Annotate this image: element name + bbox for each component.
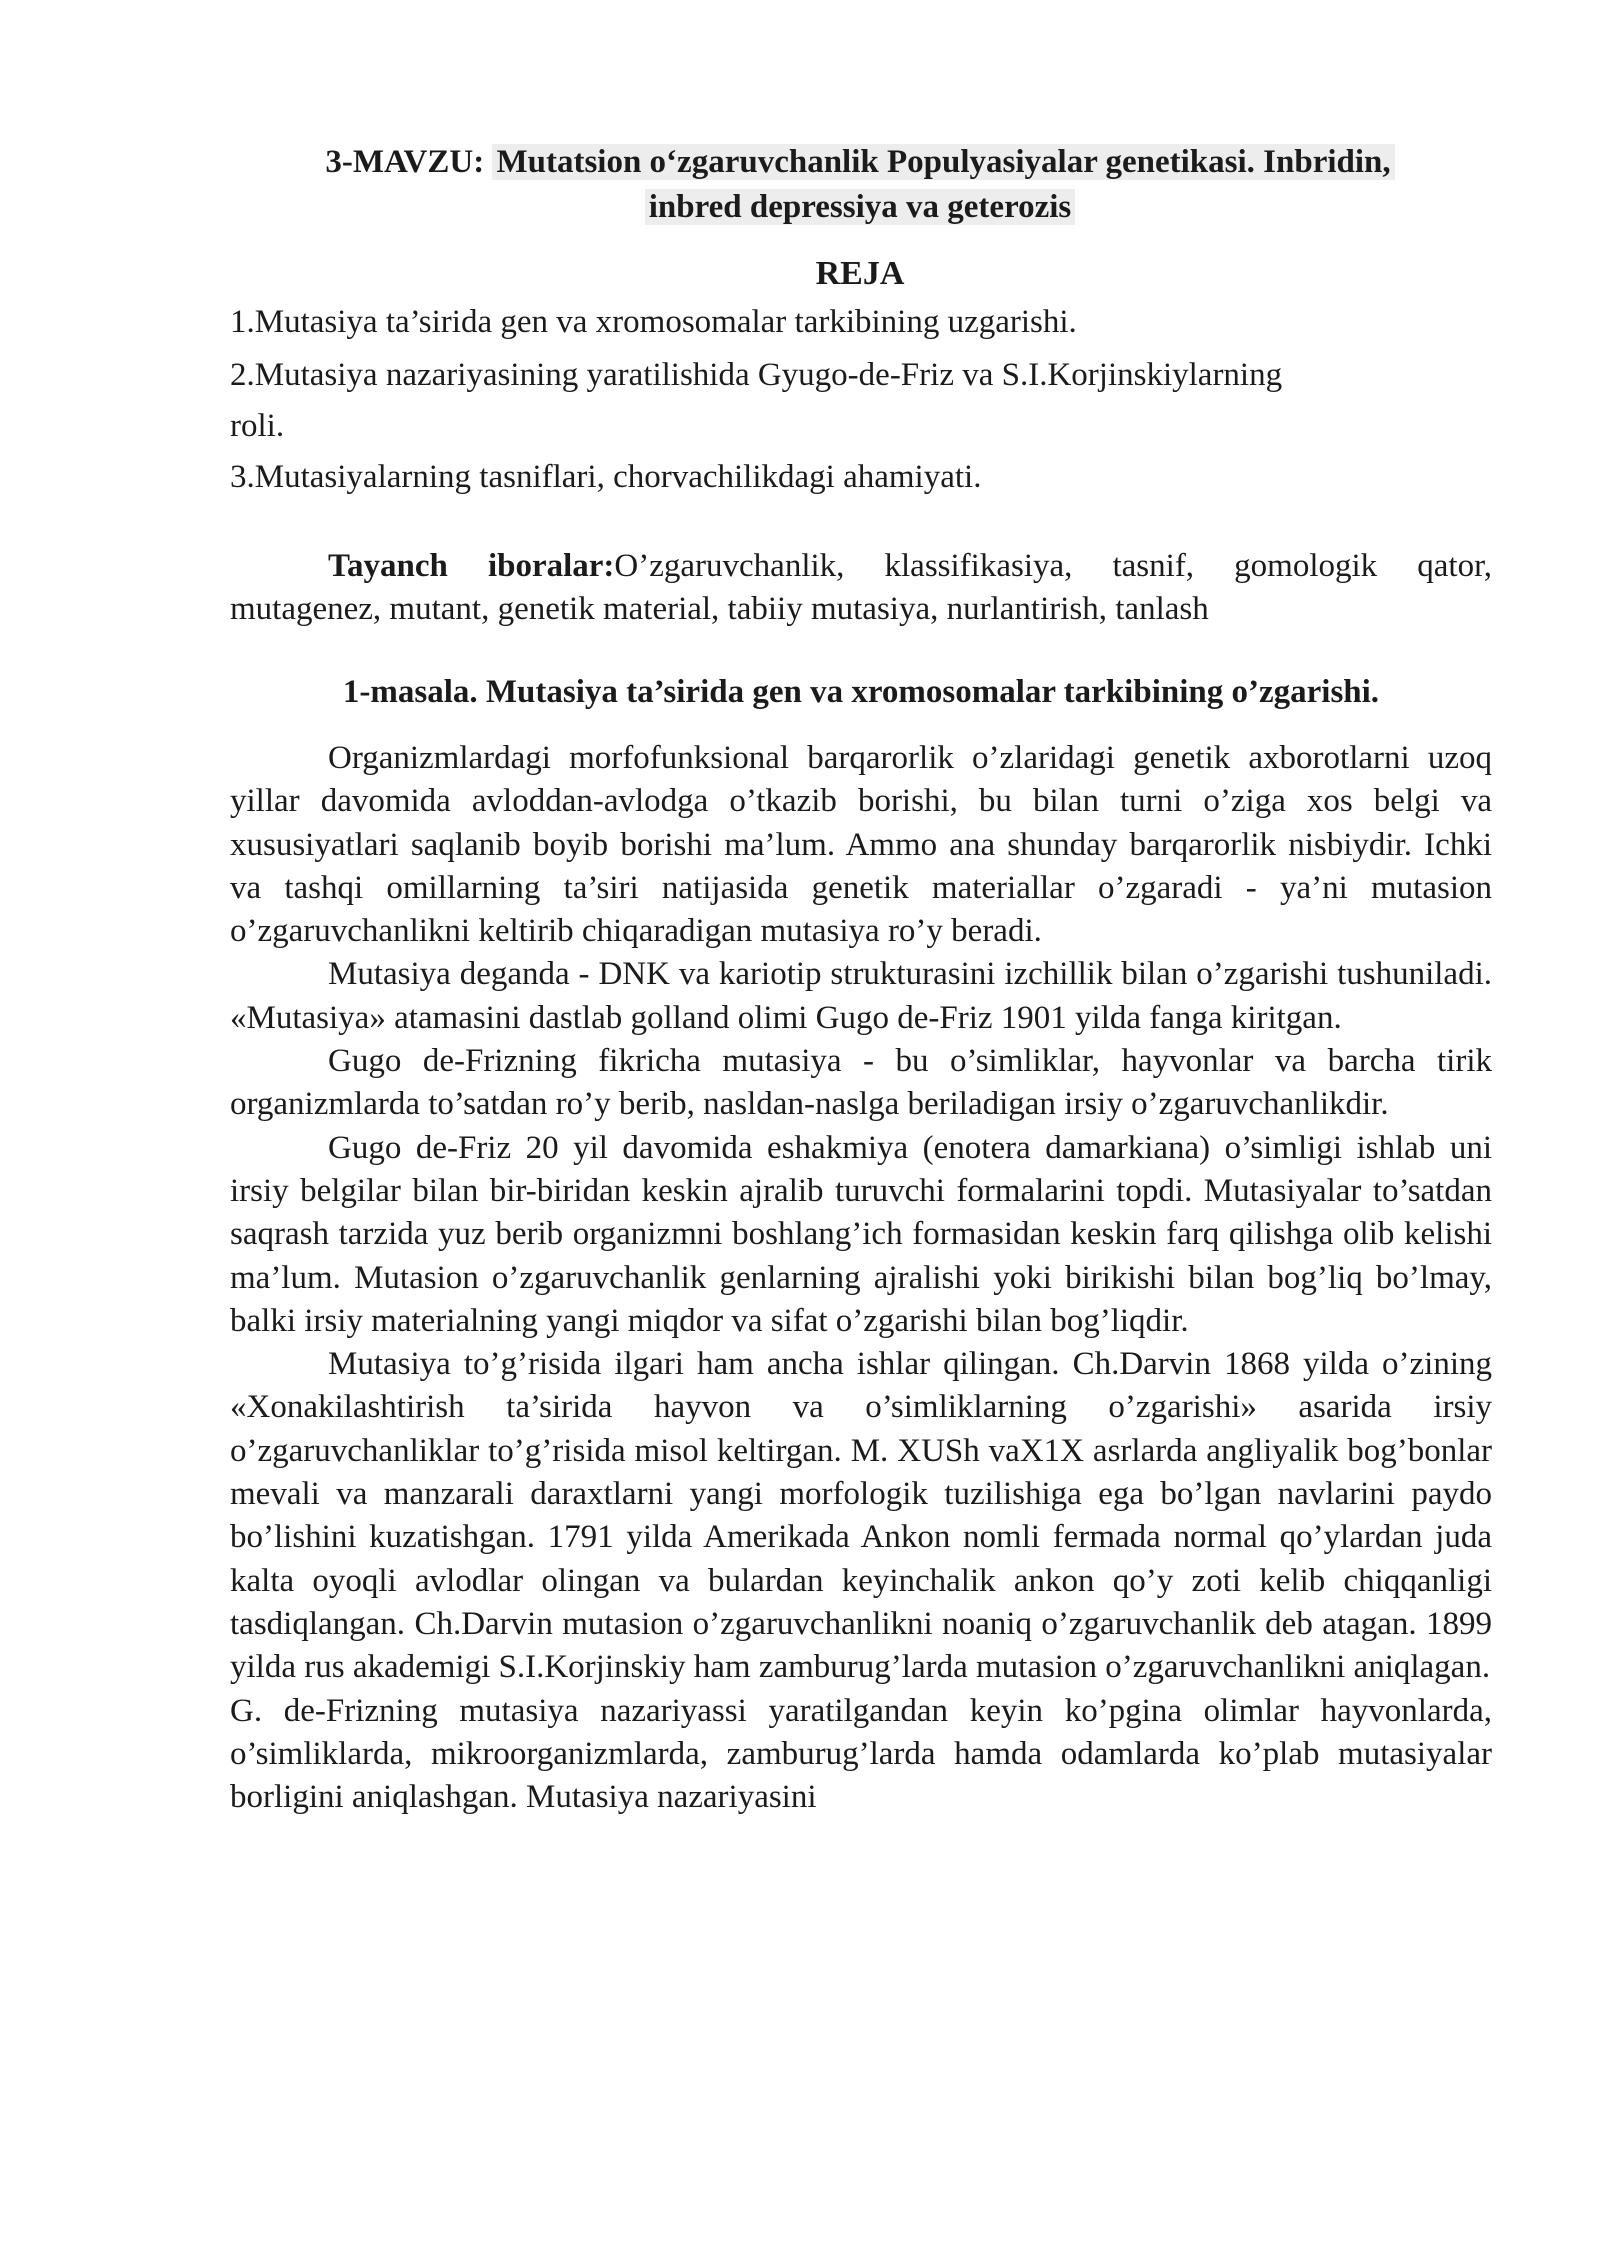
title-prefix: 3-MAVZU: (325, 144, 493, 180)
section-heading: 1-masala. Mutasiya ta’sirida gen va xromosomalar tarkibining o’zgarishi. (342, 674, 1380, 710)
keywords-block (230, 545, 1492, 631)
paragraph-3: Gugo de-Frizning fikricha mutasiya - bu o’simliklar, hayvonlar va barcha tirik organizmlarda to’satdan ro’y berib, nasldan-naslga beriladigan irsiy o’zgaruvchanlikdir. (230, 1043, 1492, 1123)
title-line-1 (230, 140, 1490, 185)
title-text-line-1: Mutatsion o‘zgaruvchanlik Populyasiyalar genetikasi. Inbridin, (492, 144, 1394, 180)
plan-item-2: 2.Mutasiya nazariyasining yaratilishida Gyugo-de-Friz va S.I.Korjinskiylarning (230, 357, 1283, 393)
keywords-text: O’zgaruvchanlik, klassifikasiya, tasnif, gomologik qator, mutagenez, mutant, genetik material, tabiiy mutasiya, nurlantirish, tanlash (230, 548, 1493, 627)
paragraph-2: Mutasiya deganda - DNK va kariotip strukturasini izchillik bilan o’zgarishi tushuniladi. «Mutasiya» atamasini dastlab golland olimi Gugo de-Friz 1901 yilda fanga kiritgan. (230, 956, 1492, 1036)
plan-heading: REJA (815, 255, 905, 292)
plan-item-2-continued: roli. (230, 408, 285, 444)
document-body (230, 737, 1492, 1819)
title-text-line-2: inbred depressiya va geterozis (645, 189, 1076, 225)
keywords-label: Tayanch iboralar: (328, 548, 615, 584)
paragraph-6: G. de-Frizning mutasiya nazariyassi yaratilgandan keyin ko’pgina olimlar hayvonlarda, o’simliklarda, mikroorganizmlarda, zamburug’larda hamda odamlarda ko’plab mutasiyalar borligini aniqlashgan. Mutasiya nazariyasini (230, 1692, 1492, 1816)
paragraph-4: Gugo de-Friz 20 yil davomida eshakmiya (enotera damarkiana) o’simligi ishlab uni irsiy belgilar bilan bir-biridan keskin ajralib turuvchi formalarini topdi. Mutasiyalar to’satdan saqrash tarzida yuz berib organizmni boshlang’ich formasidan keskin farq qilishga olib kelishi ma’lum. Mutasion o’zgaruvchanlik genlarning ajralishi yoki birikishi bilan bog’liq bo’lmay, balki irsiy materialning yangi miqdor va sifat o’zgarishi bilan bog’liqdir. (230, 1129, 1492, 1339)
title-line-2 (230, 185, 1490, 230)
document-title (230, 140, 1490, 230)
plan-item-1: 1.Mutasiya ta’sirida gen va xromosomalar tarkibining uzgarishi. (230, 304, 1077, 340)
plan-item-3: 3.Mutasiyalarning tasniflari, chorvachilikdagi ahamiyati. (230, 459, 982, 495)
paragraph-5: Mutasiya to’g’risida ilgari ham ancha ishlar qilingan. Ch.Darvin 1868 yilda o’zining «Xonakilashtirish ta’sirida hayvon va o’simliklarning o’zgarishi» asarida irsiy o’zgaruvchanliklar to’g’risida misol keltirgan. M. XUSh vaX1X asrlarda angliyalik bog’bonlar mevali va manzarali daraxtlarni yangi morfologik tuzilishiga ega bo’lgan navlarini paydo bo’lishini kuzatishgan. 1791 yilda Amerikada Ankon nomli fermada normal qo’ylardan juda kalta oyoqli avlodlar olingan va bulardan keyinchalik ankon qo’y zoti kelib chiqqanligi tasdiqlangan. Ch.Darvin mutasion o’zgaruvchanlikni noaniq o’zgaruvchanlik deb atagan. 1899 yilda rus akademigi S.I.Korjinskiy ham zamburug’larda mutasion o’zgaruvchanlikni aniqlagan. (230, 1346, 1492, 1686)
paragraph-1: Organizmlardagi morfofunksional barqarorlik o’zlaridagi genetik axborotlarni uzoq yillar davomida avloddan-avlodga o’tkazib borishi, bu bilan turni o’ziga xos belgi va xususiyatlari saqlanib boyib borishi ma’lum. Ammo ana shunday barqarorlik nisbiydir. Ichki va tashqi omillarning ta’siri natijasida genetik materiallar o’zgaradi - ya’ni mutasion o’zgaruvchanlikni keltirib chiqaradigan mutasiya ro’y beradi. (230, 740, 1492, 950)
